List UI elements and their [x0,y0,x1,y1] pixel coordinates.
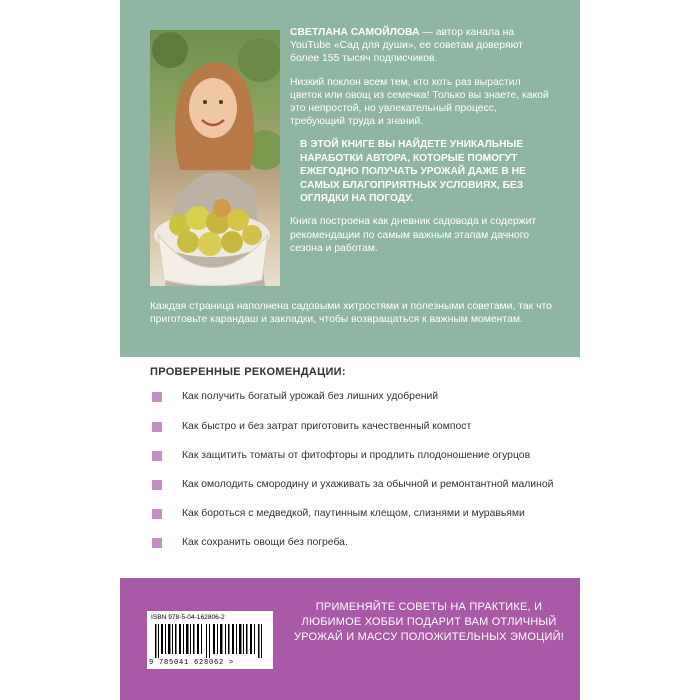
list-item-text: Как защитить томаты от фитофторы и продлить плодоношение огурцов [182,450,531,461]
isbn-digits: 9 785041 628062 > [149,659,235,667]
author-paragraph-4: Книга построена как дневник садовода и содержит рекомендации по самым важным этапам дачного сезона и работам. [290,216,537,254]
bullet-square-icon [152,538,162,548]
list-item-text: Как получить богатый урожай без лишних удобрений [182,391,439,402]
bullet-square-icon [152,422,162,432]
closing-text: ПРИМЕНЯЙТЕ СОВЕТЫ НА ПРАКТИКЕ, И ЛЮБИМОЕ ХОББИ ПОДАРИТ ВАМ ОТЛИЧНЫЙ УРОЖАЙ И МАССУ ПОЛОЖИТЕЛЬНЫХ ЭМОЦИЙ! [294,601,564,643]
full-width-paragraph: Каждая страница наполнена садовыми хитростями и полезными советами, так что приготовьте карандаш и закладки, чтобы возвращаться к важным моментам. [150,301,552,326]
list-item [150,478,560,491]
author-photo-illustration [150,30,280,286]
list-item [150,390,560,403]
isbn-label: ISBN 978-5-04-162806-2 [151,614,225,621]
highlight-paragraph: В ЭТОЙ КНИГЕ ВЫ НАЙДЕТЕ УНИКАЛЬНЫЕ НАРАБОТКИ АВТОРА, КОТОРЫЕ ПОМОГУТ ЕЖЕГОДНО ПОЛУЧАТЬ УРОЖАЙ ДАЖЕ В НЕ САМЫХ БЛАГОПРИЯТНЫХ УСЛОВИЯХ, БЕЗ ОГЛЯДКИ НА ПОГОДУ. [300,139,526,205]
author-description [290,26,552,265]
isbn-barcode-box [147,611,273,669]
bullet-square-icon [152,392,162,402]
list-item [150,449,560,462]
list-item-text: Как быстро и без затрат приготовить качественный компост [182,421,472,432]
author-paragraph-2: Низкий поклон всем тем, кто хоть раз вырастил цветок или овощ из семечка! Только вы знаете, какой это непростой, но увлекательный процесс, требующий труда и знаний. [290,76,549,128]
list-item-text: Как бороться с медведкой, паутинным клещом, слизнями и муравьями [182,508,525,519]
barcode-icon [155,624,265,658]
closing-panel [120,578,580,700]
list-item [150,507,560,520]
list-item [150,420,560,433]
book-back-cover [120,0,580,700]
list-item-text: Как сохранить овощи без погреба. [182,537,348,548]
author-intro [290,26,552,66]
recommendations-list [150,390,560,549]
bullet-square-icon [152,509,162,519]
author-photo [150,30,280,286]
recommendations-title: ПРОВЕРЕННЫЕ РЕКОМЕНДАЦИИ: [150,366,346,378]
author-name: СВЕТЛАНА САМОЙЛОВА [290,27,420,38]
bullet-square-icon [152,480,162,490]
bullet-square-icon [152,451,162,461]
author-intro-text: — автор канала на YouTube «Сад для души», ее советам доверяют более 155 тысяч подписчиков. [290,27,523,65]
list-item [150,536,560,549]
author-panel [120,0,580,357]
list-item-text: Как омолодить смородину и ухаживать за обычной и ремонтантной малиной [182,479,554,490]
